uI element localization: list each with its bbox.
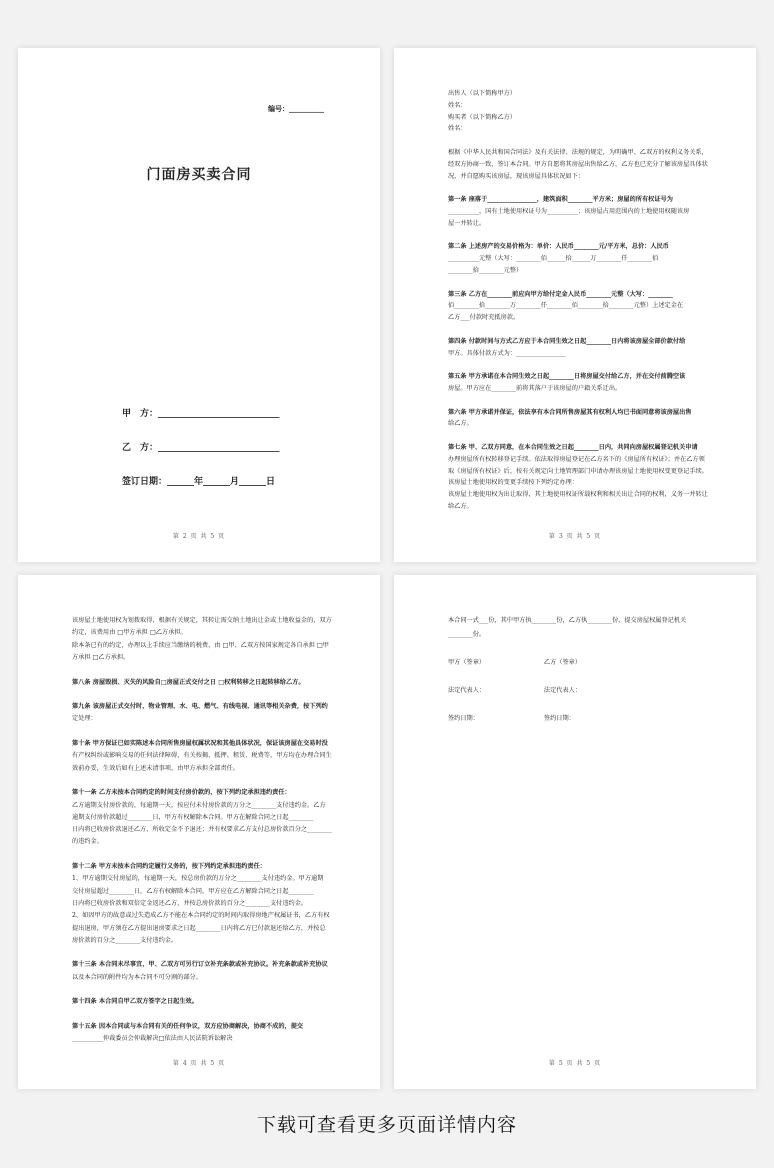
body-line: 约定，该费用由 □甲方承担 □乙方承担。 <box>72 629 187 637</box>
body-line: 法定代表人： 法定代表人： <box>448 687 582 694</box>
body-line: 购买者（以下简称乙方） <box>448 113 517 121</box>
page-footer: 第 5 页 共 5 页 <box>548 1060 602 1067</box>
body-line: 该房屋土地使用权为划拨取得，根据有关规定，其转让需交纳土地出让金或土地收益金的，双方 <box>72 617 332 624</box>
body-line: 的违约金。 <box>72 838 103 846</box>
body-line: 方承担 □乙方承担。 <box>72 653 130 661</box>
body-line: 除本条已有的约定，办理以上手续应当缴纳的税费，由 □甲、乙双方按国家规定各自承担 □甲 <box>72 641 329 649</box>
body-line: 房屋。甲方应在________前将其落户于该房屋的户籍关系迁出。 <box>448 385 622 392</box>
body-line: 第三条 乙方在________前应向甲方给付定金人民币________元整（大写：________ <box>448 290 673 298</box>
body-line: 第十四条 本合同自甲乙双方签字之日起生效。 <box>72 998 198 1006</box>
page-footer: 第 2 页 共 5 页 <box>172 533 226 540</box>
body-line: 第一条 座落于________________，建筑面积________平方米；房屋的所有权证号为 <box>448 196 673 204</box>
body-line: 该房屋土地使用权的变更手续按下列约定办理： <box>448 479 578 487</box>
body-line: 第十二条 甲方未按本合同约定履行义务的，按下列约定承担违约责任： <box>72 863 266 870</box>
contract-cover-page <box>18 48 380 562</box>
body-line: 取《房屋所有权证》后，按有关规定向土地管理部门申请办理该房屋土地使用权变更登记手续。 <box>448 467 708 475</box>
body-line: 房价款的百分之________支付违约金。 <box>72 936 178 944</box>
body-line: 给乙方。 <box>448 503 473 510</box>
body-line: 根据《中华人民共和国合同法》及有关法律、法规的规定，为明确甲、乙双方的权利义务关系， <box>448 149 708 156</box>
party-a-line: 甲 方：___________________________ <box>122 409 280 419</box>
body-line: 经双方协商一致，签订本合同。甲方自愿将其房屋出售给乙方，乙方也已充分了解该房屋具体状 <box>448 160 708 168</box>
download-caption[interactable]: 下载可查看更多页面详情内容 <box>256 1114 517 1136</box>
body-line: ________份。 <box>448 631 486 638</box>
body-line: __________仲裁委员会仲裁解决□依法由人民法院诉讼解决 <box>72 1035 233 1043</box>
contract-page-5 <box>394 575 756 1089</box>
body-line: 出售人（以下简称甲方） <box>448 90 517 97</box>
body-line: 姓名： <box>448 125 467 133</box>
body-line: 第二条 上述房产的交易价格为：单价：人民币________元/平方米，总价：人民币 <box>448 243 669 251</box>
page-footer: 第 4 页 共 5 页 <box>172 1060 226 1067</box>
body-line: 第六条 甲方承诺并保证，依法享有本合同所售房屋其有权利人均已书面同意将该房屋出售 <box>448 408 692 416</box>
body-line: 第七条 甲、乙双方同意，在本合同生效之日起________日内，共同向房屋权属登记机关申请 <box>448 444 698 451</box>
body-line: 第五条 甲方承诺在本合同生效之日起________日将房屋交付给乙方，并在交付前腾空该 <box>448 373 686 381</box>
sign-date-line: 签订日期：______年______月______日 <box>122 477 276 487</box>
body-line: 第九条 该房屋正式交付时，物业管理、水、电、燃气、有线电视、通讯等相关杂费，按下列约 <box>72 703 328 711</box>
body-line: 第十条 甲方保证已如实陈述本合同所售房屋权属状况和其他具体状况，保证该房屋在交易时没 <box>72 740 328 747</box>
document-title: 门面房买卖合同 <box>146 167 252 183</box>
body-line: 本合同一式___份，其中甲方执________份，乙方执________份，提交房屋权属登记机关 <box>448 617 687 624</box>
body-line: 第十五条 因本合同或与本合同有关的任何争议，双方应协商解决，协商不成的，提交 <box>72 1022 304 1030</box>
contract-number-label: 编号：__________ <box>268 105 324 113</box>
body-line: 给乙方。 <box>448 420 473 428</box>
body-line: 乙方逾期支付房价款的，每逾期一天，按应付未付房价款的万分之________支付违约金。乙方 <box>72 801 326 809</box>
body-line: 第十三条 本合同未尽事宜，甲、乙双方可另行订立补充条款或补充协议。补充条款或补充协议 <box>72 961 328 969</box>
body-line: 乙方___付款时充抵房款。 <box>448 314 520 322</box>
party-b-line: 乙 方：___________________________ <box>122 443 280 453</box>
body-line: 提出退房，甲方须在乙方提出退房要求之日起________日内将乙方已付款退还给乙方，并按总 <box>72 924 326 932</box>
body-line: __________，国有土地使用权证号为__________；该房屋占用范围内的土地使用权随该房 <box>448 208 690 215</box>
body-line: 第八条 房屋毁损、灭失的风险自□房屋正式交付之日 □权利转移之日起转移给乙方。 <box>72 678 305 686</box>
body-line: 1、甲方逾期交付房屋的，每逾期一天，按总房价款的万分之________支付违约金。甲方逾期 <box>72 875 324 883</box>
body-line: 甲方（签章） 乙方（签章） <box>448 659 582 666</box>
body-line: 交付房屋超过________日，乙方有权解除本合同。甲方应在乙方解除合同之日起________ <box>72 887 314 895</box>
body-line: __________元整（大写：________佰______拾______万________仟________佰 <box>448 255 659 263</box>
body-line: 签约日期： 签约日期： <box>448 715 575 722</box>
body-line: 屋一并转让。 <box>448 219 486 227</box>
body-line: 佰________拾________万________仟________佰________拾________元整）上述定金在 <box>448 302 684 310</box>
body-line: 效前办妥，生效后如有上述未清事项，由甲方承担全部责任。 <box>72 764 240 772</box>
body-line: 日内将已收房价款退还乙方，所收定金不予退还；并有权要求乙方支付总房价款百分之________ <box>72 826 332 834</box>
body-line: ________拾________元整） <box>448 267 523 274</box>
body-line: 第四条 付款时间与方式乙方应于本合同生效之日起________日内将该房屋全部价款付给 <box>448 337 686 345</box>
body-line: 逾期支付房价款超过________日，甲方有权解除本合同。甲方在解除合同之日起________ <box>72 813 314 821</box>
body-line: 况，并自愿购买该房屋，现该房屋具体状况如下： <box>448 172 585 180</box>
body-line: 姓名： <box>448 101 467 109</box>
contract-page-4 <box>18 575 380 1089</box>
body-line: 该房屋土地使用权为出让取得，其土地使用权证所载权利和相关出让合同的权利，义务一并转让 <box>448 491 708 499</box>
page-footer: 第 3 页 共 5 页 <box>548 533 602 540</box>
body-line: 甲方。具体付款方式为：________________ <box>448 349 566 357</box>
body-line: 以及本合同的附件均为本合同不可分割的部分。 <box>72 973 202 981</box>
body-line: 有产权纠纷或影响交易的任何法律障碍，有关按揭、抵押、租赁、税费等，甲方均在办理合同生 <box>72 752 332 760</box>
body-line: 日内将已收房价款和双倍定金返还乙方，并按总房价款的百分之________支付违约金。 <box>72 899 308 907</box>
contract-page-3 <box>394 48 756 562</box>
body-line: 定处理： <box>72 715 97 723</box>
body-line: 第十一条 乙方未按本合同约定的时间支付房价款的，按下列约定承担违约责任： <box>72 789 291 797</box>
body-line: 办理房屋所有权转移登记手续。依法取得房屋登记在乙方名下的《房屋所有权证》；并在乙方领 <box>448 455 705 463</box>
body-line: 2、如因甲方的故意或过失造成乙方不能在本合同约定的时间内取得房地产权属证书，乙方有权 <box>72 912 330 920</box>
